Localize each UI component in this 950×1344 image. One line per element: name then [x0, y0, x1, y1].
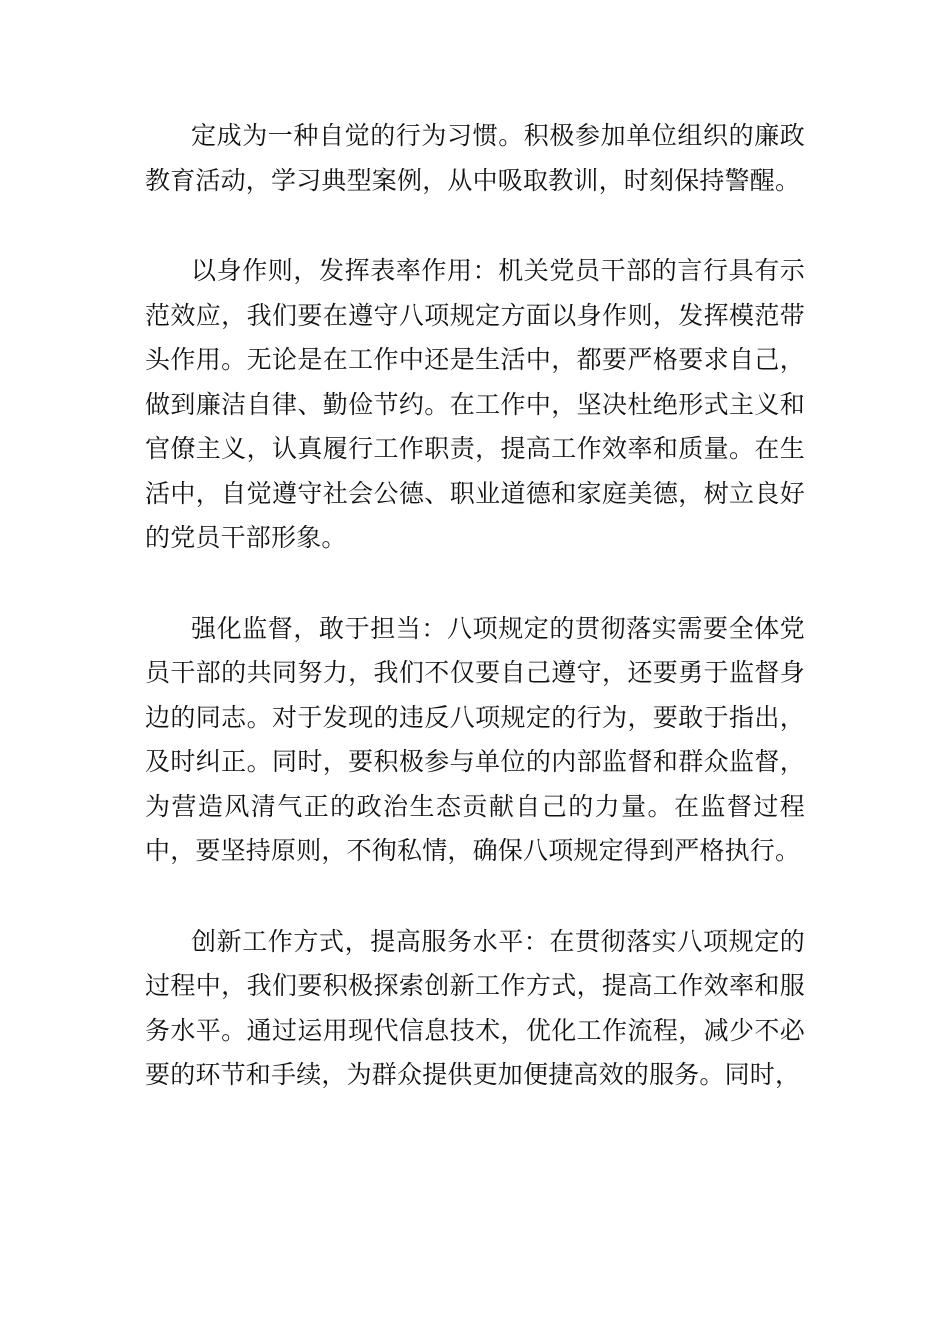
paragraph-continuation: 定成为一种自觉的行为习惯。积极参加单位组织的廉政教育活动，学习典型案例，从中吸取教训，时刻保持警醒。: [145, 121, 805, 195]
paragraph-innovation: 创新工作方式，提高服务水平：在贯彻落实八项规定的过程中，我们要积极探索创新工作方式，提高工作效率和服务水平。通过运用现代信息技术，优化工作流程，减少不必要的环节和手续，为群众提供更加便捷高效的服务。同时，: [145, 926, 805, 1089]
paragraph-supervision: 强化监督，敢于担当：八项规定的贯彻落实需要全体党员干部的共同努力，我们不仅要自己遵守，还要勇于监督身边的同志。对于发现的违反八项规定的行为，要敢于指出，及时纠正。同时，要积极参与单位的内部监督和群众监督，为营造风清气正的政治生态贡献自己的力量。在监督过程中，要坚持原则，不徇私情，确保八项规定得到严格执行。: [145, 613, 805, 865]
document-body: [145, 114, 805, 1144]
paragraph-lead-by-example: 以身作则，发挥表率作用：机关党员干部的言行具有示范效应，我们要在遵守八项规定方面以身作则，发挥模范带头作用。无论是在工作中还是生活中，都要严格要求自己，做到廉洁自律、勤俭节约。在工作中，坚决杜绝形式主义和官僚主义，认真履行工作职责，提高工作效率和质量。在生活中，自觉遵守社会公德、职业道德和家庭美德，树立良好的党员干部形象。: [145, 256, 805, 552]
